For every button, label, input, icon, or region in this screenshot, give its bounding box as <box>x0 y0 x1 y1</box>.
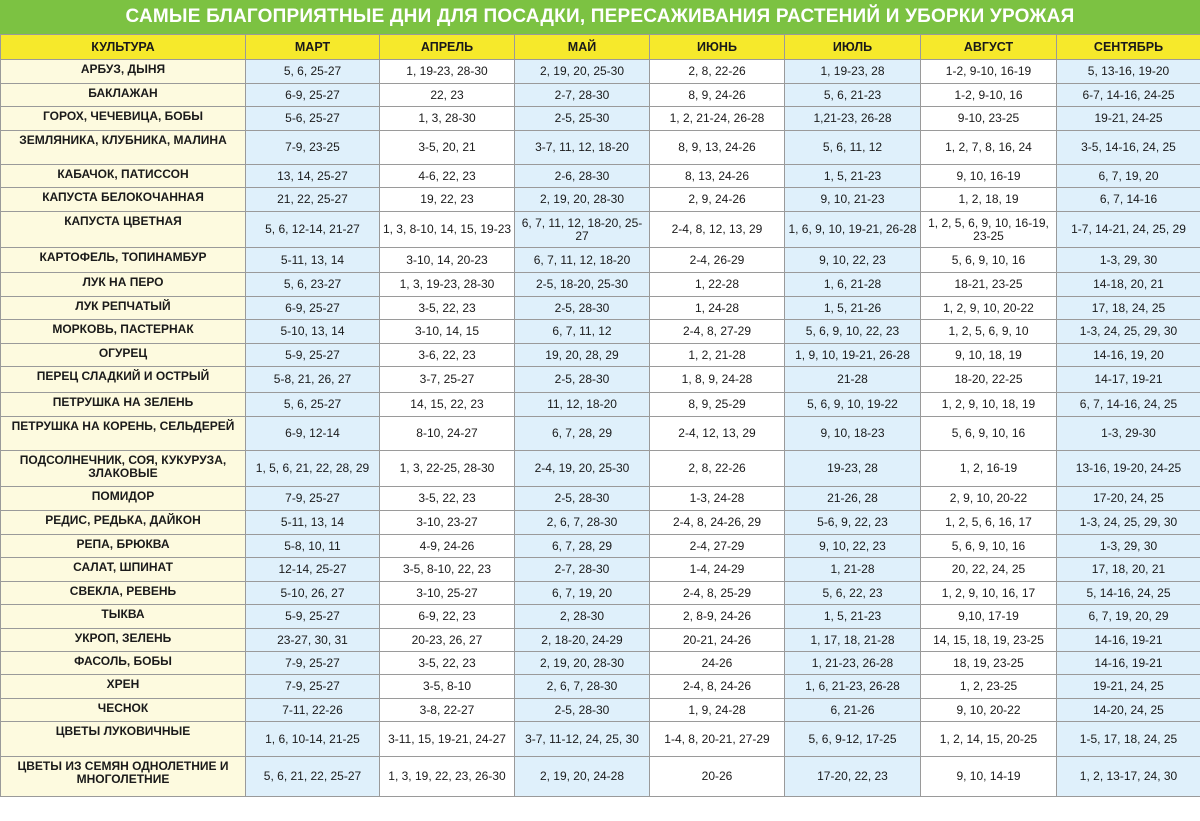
days-cell-september: 1-7, 14-21, 24, 25, 29 <box>1057 212 1200 248</box>
days-cell-march: 1, 5, 6, 21, 22, 28, 29 <box>246 451 380 487</box>
days-cell-march: 5-8, 10, 11 <box>246 535 380 558</box>
days-cell-may: 6, 7, 28, 29 <box>515 417 650 451</box>
column-header-june: ИЮНЬ <box>650 35 785 60</box>
days-cell-september: 1, 2, 13-17, 24, 30 <box>1057 757 1200 797</box>
days-cell-june: 1-4, 8, 20-21, 27-29 <box>650 722 785 757</box>
days-cell-august: 9,10, 17-19 <box>921 605 1057 629</box>
table-row <box>1 60 1200 84</box>
days-cell-august: 9, 10, 18, 19 <box>921 344 1057 367</box>
days-cell-may: 19, 20, 28, 29 <box>515 344 650 367</box>
table-row <box>1 320 1200 344</box>
crop-name-cell: ФАСОЛЬ, БОБЫ <box>1 652 246 675</box>
days-cell-june: 8, 9, 24-26 <box>650 84 785 107</box>
days-cell-june: 2-4, 8, 25-29 <box>650 582 785 605</box>
days-cell-may: 2, 6, 7, 28-30 <box>515 675 650 699</box>
days-cell-august: 9, 10, 16-19 <box>921 165 1057 188</box>
days-cell-march: 5, 6, 25-27 <box>246 393 380 417</box>
days-cell-march: 5-10, 26, 27 <box>246 582 380 605</box>
days-cell-july: 5, 6, 9, 10, 22, 23 <box>785 320 921 344</box>
days-cell-september: 17, 18, 20, 21 <box>1057 558 1200 582</box>
days-cell-april: 3-7, 25-27 <box>380 367 515 393</box>
days-cell-september: 14-17, 19-21 <box>1057 367 1200 393</box>
days-cell-august: 1, 2, 16-19 <box>921 451 1057 487</box>
crop-name-cell: МОРКОВЬ, ПАСТЕРНАК <box>1 320 246 344</box>
days-cell-september: 3-5, 14-16, 24, 25 <box>1057 131 1200 165</box>
crop-name-cell: КАРТОФЕЛЬ, ТОПИНАМБУР <box>1 248 246 273</box>
days-cell-august: 1, 2, 5, 6, 9, 10 <box>921 320 1057 344</box>
table-row <box>1 511 1200 535</box>
days-cell-march: 5-6, 25-27 <box>246 107 380 131</box>
days-cell-may: 2, 6, 7, 28-30 <box>515 511 650 535</box>
days-cell-september: 14-16, 19-21 <box>1057 629 1200 652</box>
crop-name-cell: ТЫКВА <box>1 605 246 629</box>
days-cell-september: 6-7, 14-16, 24-25 <box>1057 84 1200 107</box>
crop-name-cell: УКРОП, ЗЕЛЕНЬ <box>1 629 246 652</box>
table-body <box>1 60 1200 797</box>
days-cell-april: 19, 22, 23 <box>380 188 515 212</box>
days-cell-july: 17-20, 22, 23 <box>785 757 921 797</box>
crop-name-cell: ОГУРЕЦ <box>1 344 246 367</box>
days-cell-april: 1, 3, 22-25, 28-30 <box>380 451 515 487</box>
days-cell-august: 1, 2, 9, 10, 16, 17 <box>921 582 1057 605</box>
header-row <box>1 35 1200 60</box>
column-header-crop: КУЛЬТУРА <box>1 35 246 60</box>
days-cell-august: 1, 2, 9, 10, 20-22 <box>921 297 1057 320</box>
crop-name-cell: СВЕКЛА, РЕВЕНЬ <box>1 582 246 605</box>
days-cell-march: 7-9, 25-27 <box>246 675 380 699</box>
days-cell-july: 21-26, 28 <box>785 487 921 511</box>
days-cell-july: 19-23, 28 <box>785 451 921 487</box>
days-cell-april: 3-11, 15, 19-21, 24-27 <box>380 722 515 757</box>
days-cell-april: 3-10, 14, 15 <box>380 320 515 344</box>
crop-name-cell: ПЕТРУШКА НА КОРЕНЬ, СЕЛЬДЕРЕЙ <box>1 417 246 451</box>
days-cell-september: 1-3, 29-30 <box>1057 417 1200 451</box>
days-cell-june: 2-4, 8, 12, 13, 29 <box>650 212 785 248</box>
days-cell-april: 3-5, 22, 23 <box>380 487 515 511</box>
crop-name-cell: САЛАТ, ШПИНАТ <box>1 558 246 582</box>
table-row <box>1 107 1200 131</box>
table-row <box>1 675 1200 699</box>
days-cell-july: 1, 6, 9, 10, 19-21, 26-28 <box>785 212 921 248</box>
crop-name-cell: ЧЕСНОК <box>1 699 246 722</box>
days-cell-may: 2, 18-20, 24-29 <box>515 629 650 652</box>
days-cell-september: 6, 7, 19, 20 <box>1057 165 1200 188</box>
days-cell-august: 1-2, 9-10, 16-19 <box>921 60 1057 84</box>
days-cell-september: 17-20, 24, 25 <box>1057 487 1200 511</box>
days-cell-april: 3-10, 14, 20-23 <box>380 248 515 273</box>
column-header-march: МАРТ <box>246 35 380 60</box>
crop-name-cell: ПОМИДОР <box>1 487 246 511</box>
days-cell-april: 4-6, 22, 23 <box>380 165 515 188</box>
days-cell-august: 18-20, 22-25 <box>921 367 1057 393</box>
days-cell-april: 3-10, 25-27 <box>380 582 515 605</box>
days-cell-may: 6, 7, 11, 12, 18-20, 25-27 <box>515 212 650 248</box>
crop-name-cell: ГОРОХ, ЧЕЧЕВИЦА, БОБЫ <box>1 107 246 131</box>
days-cell-september: 19-21, 24, 25 <box>1057 675 1200 699</box>
days-cell-april: 3-5, 22, 23 <box>380 297 515 320</box>
days-cell-april: 8-10, 24-27 <box>380 417 515 451</box>
crop-name-cell: ЦВЕТЫ ЛУКОВИЧНЫЕ <box>1 722 246 757</box>
days-cell-september: 1-3, 24, 25, 29, 30 <box>1057 511 1200 535</box>
days-cell-may: 2-7, 28-30 <box>515 84 650 107</box>
days-cell-may: 6, 7, 28, 29 <box>515 535 650 558</box>
days-cell-april: 3-8, 22-27 <box>380 699 515 722</box>
days-cell-july: 9, 10, 22, 23 <box>785 535 921 558</box>
days-cell-august: 1, 2, 5, 6, 16, 17 <box>921 511 1057 535</box>
days-cell-july: 1, 17, 18, 21-28 <box>785 629 921 652</box>
days-cell-july: 1, 5, 21-26 <box>785 297 921 320</box>
table-row <box>1 652 1200 675</box>
days-cell-may: 2-7, 28-30 <box>515 558 650 582</box>
days-cell-august: 5, 6, 9, 10, 16 <box>921 417 1057 451</box>
days-cell-august: 9-10, 23-25 <box>921 107 1057 131</box>
days-cell-august: 1, 2, 23-25 <box>921 675 1057 699</box>
days-cell-july: 5, 6, 9, 10, 19-22 <box>785 393 921 417</box>
days-cell-july: 1, 6, 21-23, 26-28 <box>785 675 921 699</box>
crop-name-cell: РЕПА, БРЮКВА <box>1 535 246 558</box>
days-cell-july: 6, 21-26 <box>785 699 921 722</box>
days-cell-april: 1, 3, 19, 22, 23, 26-30 <box>380 757 515 797</box>
days-cell-june: 1, 22-28 <box>650 273 785 297</box>
table-row <box>1 451 1200 487</box>
crop-name-cell: КАПУСТА БЕЛОКОЧАННАЯ <box>1 188 246 212</box>
days-cell-june: 2, 9, 24-26 <box>650 188 785 212</box>
days-cell-april: 3-10, 23-27 <box>380 511 515 535</box>
table-row <box>1 188 1200 212</box>
days-cell-march: 6-9, 25-27 <box>246 297 380 320</box>
table-row <box>1 699 1200 722</box>
days-cell-august: 9, 10, 20-22 <box>921 699 1057 722</box>
days-cell-june: 1-3, 24-28 <box>650 487 785 511</box>
table-row <box>1 535 1200 558</box>
days-cell-april: 3-6, 22, 23 <box>380 344 515 367</box>
days-cell-august: 5, 6, 9, 10, 16 <box>921 535 1057 558</box>
days-cell-march: 5-9, 25-27 <box>246 605 380 629</box>
days-cell-july: 5, 6, 9-12, 17-25 <box>785 722 921 757</box>
days-cell-march: 5, 6, 23-27 <box>246 273 380 297</box>
days-cell-march: 7-9, 23-25 <box>246 131 380 165</box>
column-header-may: МАЙ <box>515 35 650 60</box>
days-cell-march: 5-11, 13, 14 <box>246 248 380 273</box>
days-cell-june: 1, 2, 21-28 <box>650 344 785 367</box>
crop-name-cell: ЛУК РЕПЧАТЫЙ <box>1 297 246 320</box>
days-cell-march: 5-8, 21, 26, 27 <box>246 367 380 393</box>
days-cell-march: 5, 6, 25-27 <box>246 60 380 84</box>
days-cell-march: 1, 6, 10-14, 21-25 <box>246 722 380 757</box>
crop-name-cell: ЗЕМЛЯНИКА, КЛУБНИКА, МАЛИНА <box>1 131 246 165</box>
days-cell-june: 2-4, 27-29 <box>650 535 785 558</box>
days-cell-september: 17, 18, 24, 25 <box>1057 297 1200 320</box>
days-cell-july: 1, 21-23, 26-28 <box>785 652 921 675</box>
days-cell-july: 5-6, 9, 22, 23 <box>785 511 921 535</box>
days-cell-september: 6, 7, 14-16, 24, 25 <box>1057 393 1200 417</box>
days-cell-june: 2, 8-9, 24-26 <box>650 605 785 629</box>
days-cell-september: 1-3, 24, 25, 29, 30 <box>1057 320 1200 344</box>
days-cell-september: 1-3, 29, 30 <box>1057 535 1200 558</box>
table-row <box>1 629 1200 652</box>
days-cell-august: 1, 2, 18, 19 <box>921 188 1057 212</box>
days-cell-march: 5, 6, 12-14, 21-27 <box>246 212 380 248</box>
column-header-august: АВГУСТ <box>921 35 1057 60</box>
table-row <box>1 273 1200 297</box>
days-cell-may: 2, 19, 20, 24-28 <box>515 757 650 797</box>
crop-name-cell: ЦВЕТЫ ИЗ СЕМЯН ОДНОЛЕТНИЕ И МНОГОЛЕТНИЕ <box>1 757 246 797</box>
days-cell-may: 2, 28-30 <box>515 605 650 629</box>
crop-name-cell: ХРЕН <box>1 675 246 699</box>
days-cell-april: 3-5, 8-10, 22, 23 <box>380 558 515 582</box>
planting-calendar-table <box>0 34 1200 797</box>
days-cell-may: 2, 19, 20, 25-30 <box>515 60 650 84</box>
days-cell-march: 7-9, 25-27 <box>246 652 380 675</box>
days-cell-april: 4-9, 24-26 <box>380 535 515 558</box>
days-cell-april: 22, 23 <box>380 84 515 107</box>
crop-name-cell: РЕДИС, РЕДЬКА, ДАЙКОН <box>1 511 246 535</box>
crop-name-cell: ПОДСОЛНЕЧНИК, СОЯ, КУКУРУЗА, ЗЛАКОВЫЕ <box>1 451 246 487</box>
days-cell-may: 2-5, 28-30 <box>515 699 650 722</box>
days-cell-may: 2, 19, 20, 28-30 <box>515 652 650 675</box>
table-row <box>1 417 1200 451</box>
table-row <box>1 344 1200 367</box>
table-row <box>1 212 1200 248</box>
days-cell-may: 6, 7, 19, 20 <box>515 582 650 605</box>
days-cell-july: 1, 5, 21-23 <box>785 165 921 188</box>
days-cell-july: 1, 9, 10, 19-21, 26-28 <box>785 344 921 367</box>
days-cell-june: 2-4, 8, 27-29 <box>650 320 785 344</box>
days-cell-august: 18-21, 23-25 <box>921 273 1057 297</box>
days-cell-may: 6, 7, 11, 12 <box>515 320 650 344</box>
days-cell-september: 1-3, 29, 30 <box>1057 248 1200 273</box>
days-cell-may: 2-5, 25-30 <box>515 107 650 131</box>
crop-name-cell: КАПУСТА ЦВЕТНАЯ <box>1 212 246 248</box>
days-cell-august: 14, 15, 18, 19, 23-25 <box>921 629 1057 652</box>
days-cell-june: 2-4, 12, 13, 29 <box>650 417 785 451</box>
days-cell-june: 8, 9, 13, 24-26 <box>650 131 785 165</box>
days-cell-march: 5-10, 13, 14 <box>246 320 380 344</box>
days-cell-september: 6, 7, 14-16 <box>1057 188 1200 212</box>
table-row <box>1 722 1200 757</box>
days-cell-july: 1, 19-23, 28 <box>785 60 921 84</box>
table-row <box>1 367 1200 393</box>
days-cell-june: 1, 8, 9, 24-28 <box>650 367 785 393</box>
table-row <box>1 297 1200 320</box>
days-cell-september: 14-18, 20, 21 <box>1057 273 1200 297</box>
days-cell-june: 8, 13, 24-26 <box>650 165 785 188</box>
days-cell-august: 1, 2, 7, 8, 16, 24 <box>921 131 1057 165</box>
days-cell-april: 14, 15, 22, 23 <box>380 393 515 417</box>
days-cell-august: 9, 10, 14-19 <box>921 757 1057 797</box>
days-cell-march: 6-9, 12-14 <box>246 417 380 451</box>
days-cell-march: 7-11, 22-26 <box>246 699 380 722</box>
days-cell-may: 11, 12, 18-20 <box>515 393 650 417</box>
days-cell-june: 2-4, 26-29 <box>650 248 785 273</box>
days-cell-july: 1, 21-28 <box>785 558 921 582</box>
days-cell-july: 5, 6, 11, 12 <box>785 131 921 165</box>
days-cell-september: 6, 7, 19, 20, 29 <box>1057 605 1200 629</box>
table-row <box>1 131 1200 165</box>
table-row <box>1 84 1200 107</box>
days-cell-june: 1, 24-28 <box>650 297 785 320</box>
days-cell-may: 6, 7, 11, 12, 18-20 <box>515 248 650 273</box>
days-cell-april: 3-5, 22, 23 <box>380 652 515 675</box>
days-cell-june: 2-4, 8, 24-26, 29 <box>650 511 785 535</box>
days-cell-september: 14-16, 19-21 <box>1057 652 1200 675</box>
days-cell-march: 7-9, 25-27 <box>246 487 380 511</box>
days-cell-september: 14-20, 24, 25 <box>1057 699 1200 722</box>
days-cell-april: 3-5, 8-10 <box>380 675 515 699</box>
table-row <box>1 558 1200 582</box>
days-cell-june: 1, 9, 24-28 <box>650 699 785 722</box>
days-cell-july: 1,21-23, 26-28 <box>785 107 921 131</box>
days-cell-june: 8, 9, 25-29 <box>650 393 785 417</box>
days-cell-april: 6-9, 22, 23 <box>380 605 515 629</box>
days-cell-july: 9, 10, 21-23 <box>785 188 921 212</box>
days-cell-may: 2-5, 28-30 <box>515 367 650 393</box>
table-row <box>1 582 1200 605</box>
days-cell-september: 1-5, 17, 18, 24, 25 <box>1057 722 1200 757</box>
days-cell-july: 9, 10, 22, 23 <box>785 248 921 273</box>
days-cell-august: 1-2, 9-10, 16 <box>921 84 1057 107</box>
table-row <box>1 487 1200 511</box>
days-cell-august: 1, 2, 5, 6, 9, 10, 16-19, 23-25 <box>921 212 1057 248</box>
days-cell-may: 2-4, 19, 20, 25-30 <box>515 451 650 487</box>
crop-name-cell: КАБАЧОК, ПАТИССОН <box>1 165 246 188</box>
days-cell-june: 2, 8, 22-26 <box>650 60 785 84</box>
days-cell-june: 1-4, 24-29 <box>650 558 785 582</box>
days-cell-august: 5, 6, 9, 10, 16 <box>921 248 1057 273</box>
days-cell-may: 2-6, 28-30 <box>515 165 650 188</box>
column-header-september: СЕНТЯБРЬ <box>1057 35 1200 60</box>
days-cell-august: 1, 2, 14, 15, 20-25 <box>921 722 1057 757</box>
days-cell-april: 1, 3, 19-23, 28-30 <box>380 273 515 297</box>
days-cell-may: 3-7, 11-12, 24, 25, 30 <box>515 722 650 757</box>
days-cell-may: 2, 19, 20, 28-30 <box>515 188 650 212</box>
days-cell-may: 3-7, 11, 12, 18-20 <box>515 131 650 165</box>
days-cell-june: 24-26 <box>650 652 785 675</box>
days-cell-august: 2, 9, 10, 20-22 <box>921 487 1057 511</box>
table-row <box>1 757 1200 797</box>
table-row <box>1 605 1200 629</box>
days-cell-march: 6-9, 25-27 <box>246 84 380 107</box>
days-cell-march: 23-27, 30, 31 <box>246 629 380 652</box>
page-title: САМЫЕ БЛАГОПРИЯТНЫЕ ДНИ ДЛЯ ПОСАДКИ, ПЕРЕСАЖИВАНИЯ РАСТЕНИЙ И УБОРКИ УРОЖАЯ <box>0 0 1200 34</box>
days-cell-september: 5, 13-16, 19-20 <box>1057 60 1200 84</box>
days-cell-april: 20-23, 26, 27 <box>380 629 515 652</box>
days-cell-june: 1, 2, 21-24, 26-28 <box>650 107 785 131</box>
days-cell-april: 1, 19-23, 28-30 <box>380 60 515 84</box>
table-row <box>1 165 1200 188</box>
days-cell-august: 1, 2, 9, 10, 18, 19 <box>921 393 1057 417</box>
days-cell-may: 2-5, 18-20, 25-30 <box>515 273 650 297</box>
days-cell-march: 13, 14, 25-27 <box>246 165 380 188</box>
days-cell-june: 2, 8, 22-26 <box>650 451 785 487</box>
days-cell-march: 5-11, 13, 14 <box>246 511 380 535</box>
days-cell-september: 19-21, 24-25 <box>1057 107 1200 131</box>
days-cell-may: 2-5, 28-30 <box>515 297 650 320</box>
days-cell-july: 9, 10, 18-23 <box>785 417 921 451</box>
table-row <box>1 393 1200 417</box>
days-cell-july: 1, 6, 21-28 <box>785 273 921 297</box>
crop-name-cell: БАКЛАЖАН <box>1 84 246 107</box>
days-cell-april: 1, 3, 8-10, 14, 15, 19-23 <box>380 212 515 248</box>
days-cell-august: 20, 22, 24, 25 <box>921 558 1057 582</box>
days-cell-may: 2-5, 28-30 <box>515 487 650 511</box>
column-header-april: АПРЕЛЬ <box>380 35 515 60</box>
days-cell-june: 2-4, 8, 24-26 <box>650 675 785 699</box>
crop-name-cell: ПЕРЕЦ СЛАДКИЙ И ОСТРЫЙ <box>1 367 246 393</box>
days-cell-july: 5, 6, 22, 23 <box>785 582 921 605</box>
days-cell-july: 21-28 <box>785 367 921 393</box>
column-header-july: ИЮЛЬ <box>785 35 921 60</box>
days-cell-june: 20-26 <box>650 757 785 797</box>
crop-name-cell: АРБУЗ, ДЫНЯ <box>1 60 246 84</box>
days-cell-april: 3-5, 20, 21 <box>380 131 515 165</box>
days-cell-september: 5, 14-16, 24, 25 <box>1057 582 1200 605</box>
days-cell-july: 1, 5, 21-23 <box>785 605 921 629</box>
days-cell-march: 5-9, 25-27 <box>246 344 380 367</box>
days-cell-july: 5, 6, 21-23 <box>785 84 921 107</box>
table-row <box>1 248 1200 273</box>
days-cell-june: 20-21, 24-26 <box>650 629 785 652</box>
days-cell-september: 14-16, 19, 20 <box>1057 344 1200 367</box>
days-cell-august: 18, 19, 23-25 <box>921 652 1057 675</box>
days-cell-march: 12-14, 25-27 <box>246 558 380 582</box>
days-cell-march: 5, 6, 21, 22, 25-27 <box>246 757 380 797</box>
days-cell-march: 21, 22, 25-27 <box>246 188 380 212</box>
days-cell-september: 13-16, 19-20, 24-25 <box>1057 451 1200 487</box>
crop-name-cell: ЛУК НА ПЕРО <box>1 273 246 297</box>
crop-name-cell: ПЕТРУШКА НА ЗЕЛЕНЬ <box>1 393 246 417</box>
days-cell-april: 1, 3, 28-30 <box>380 107 515 131</box>
